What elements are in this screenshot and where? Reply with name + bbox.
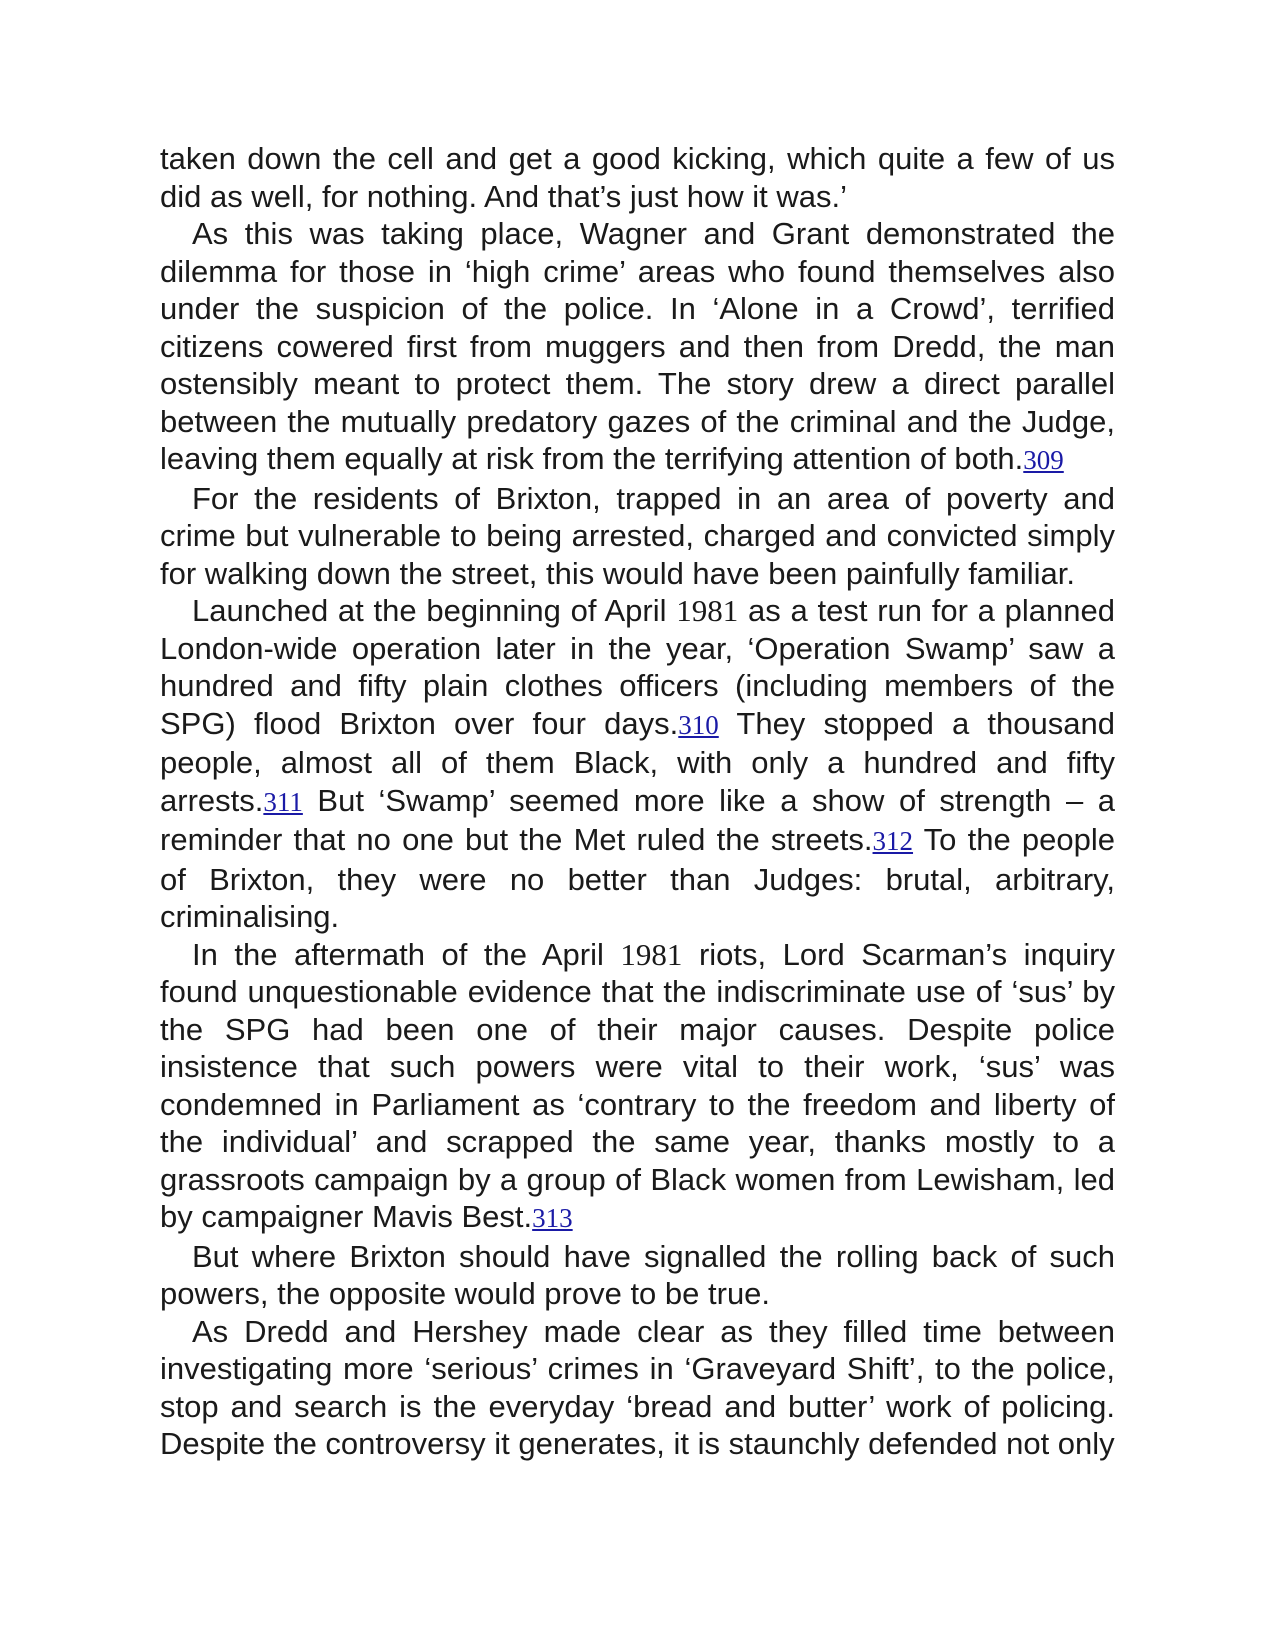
- paragraph-4: [160, 592, 1115, 936]
- footnote-link-313[interactable]: 313: [532, 1203, 573, 1233]
- paragraph-text: But where Brixton should have signalled the rolling back of such powers, the opposite would prove to be true.: [160, 1238, 1115, 1311]
- paragraph-text: as a test run for a planned London-wide operation later in the year, ‘Operation Swamp’ saw a hundred and fifty plain clothes officers (including members of the SPG) flood Brixton over four days.: [160, 593, 1115, 741]
- paragraph-text: riots, Lord Scarman’s inquiry found unquestionable evidence that the indiscriminate use of ‘sus’ by the SPG had been one of their major causes. Despite police insistence that such powers were vital to their work, ‘sus’ was condemned in Parliament as ‘contrary to the freedom and liberty of the individual’ and scrapped the same year, thanks mostly to a grassroots campaign by a group of Black women from Lewisham, led by campaigner Mavis Best.: [160, 936, 1115, 1234]
- paragraph-3: [160, 480, 1115, 593]
- paragraph-text: taken down the cell and get a good kicking, which quite a few of us did as well, for nothing. And that’s just how it was.’: [160, 141, 1115, 214]
- document-page: [160, 140, 1115, 1463]
- paragraph-text: To the people of Brixton, they were no better than Judges: brutal, arbitrary, criminalising.: [160, 822, 1115, 934]
- footnote-link-311[interactable]: 311: [263, 786, 303, 817]
- paragraph-7: [160, 1313, 1115, 1463]
- footnote-link-310[interactable]: 310: [678, 709, 719, 740]
- footnote-link-309[interactable]: 309: [1023, 445, 1064, 475]
- paragraph-text: In the aftermath of the April: [192, 936, 621, 972]
- paragraph-2: [160, 215, 1115, 480]
- paragraph-1: [160, 140, 1115, 215]
- year-text: 1981: [676, 593, 739, 628]
- paragraph-text: But ‘Swamp’ seemed more like a show of strength – a reminder that no one but the Met ruled the streets.: [160, 782, 1115, 857]
- paragraph-5: [160, 936, 1115, 1238]
- paragraph-6: [160, 1238, 1115, 1313]
- paragraph-text: For the residents of Brixton, trapped in an area of poverty and crime but vulnerable to being arrested, charged and convicted simply for walking down the street, this would have been painfully familiar.: [160, 480, 1115, 591]
- paragraph-text: As this was taking place, Wagner and Grant demonstrated the dilemma for those in ‘high crime’ areas who found themselves also under the suspicion of the police. In ‘Alone in a Crowd’, terrified citizens cowered first from muggers and then from Dredd, the man ostensibly meant to protect them. The story drew a direct parallel between the mutually predatory gazes of the criminal and the Judge, leaving them equally at risk from the terrifying attention of both.: [160, 216, 1115, 476]
- paragraph-text: They stopped a thousand people, almost all of them Black, with only a hundred and fifty arrests.: [160, 705, 1115, 818]
- paragraph-text: Launched at the beginning of April: [192, 593, 677, 628]
- footnote-link-312[interactable]: 312: [872, 826, 914, 856]
- paragraph-text: As Dredd and Hershey made clear as they filled time between investigating more ‘serious’ crimes in ‘Graveyard Shift’, to the police, stop and search is the everyday ‘bread and butter’ work of policing. Despite the controversy it generates, it is staunchly defended not only: [160, 1313, 1115, 1461]
- year-text: 1981: [620, 936, 683, 972]
